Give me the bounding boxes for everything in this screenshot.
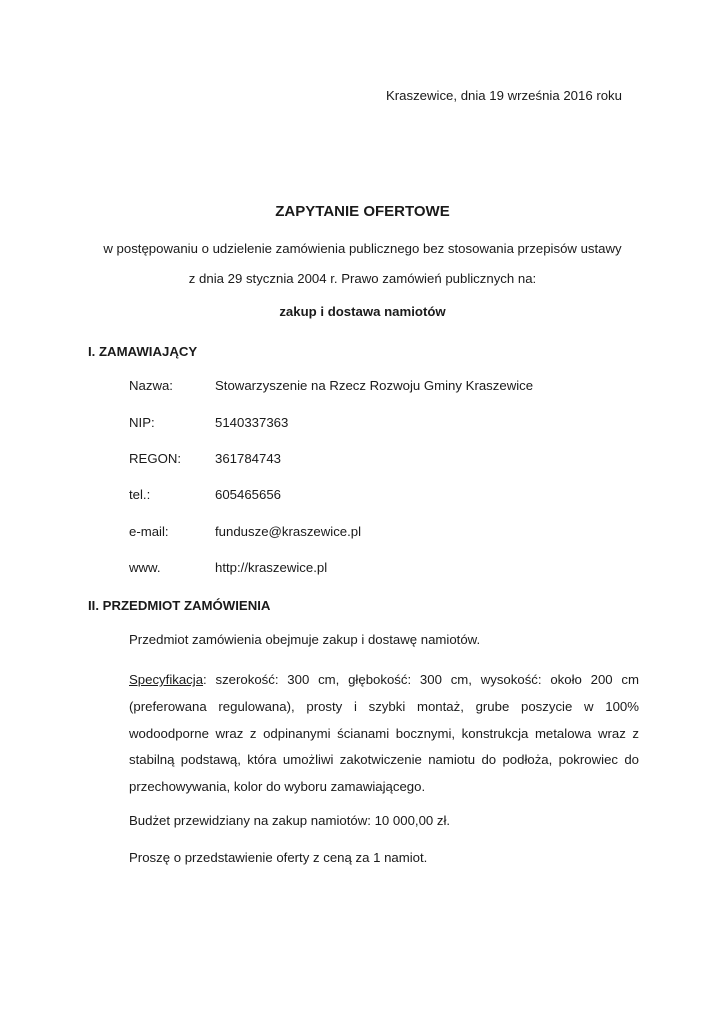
section-heading-orderer: I. ZAMAWIAJĄCY [88,344,198,359]
value-nip: 5140337363 [215,415,289,430]
value-name: Stowarzyszenie na Rzecz Rozwoju Gminy Kraszewice [215,378,534,393]
order-subject: zakup i dostawa namiotów [279,304,446,319]
label-regon: REGON: [129,451,182,466]
label-nip: NIP: [129,415,155,430]
specification-label: Specyfikacja [129,672,204,687]
label-email: e-mail: [129,524,169,539]
subtitle-line-1: w postępowaniu o udzielenie zamówienia publicznego bez stosowania przepisów ustawy [103,241,622,256]
value-tel: 605465656 [215,487,282,502]
offer-request: Proszę o przedstawienie oferty z ceną za 1 namiot. [129,850,428,865]
section-heading-subject: II. PRZEDMIOT ZAMÓWIENIA [88,598,271,613]
document-title: ZAPYTANIE OFERTOWE [275,203,450,220]
value-email: fundusze@kraszewice.pl [215,524,362,539]
label-name: Nazwa: [129,378,173,393]
budget-line: Budżet przewidziany na zakup namiotów: 10 000,00 zł. [129,813,451,828]
subject-intro: Przedmiot zamówienia obejmuje zakup i dostawę namiotów. [129,632,481,647]
document-date: Kraszewice, dnia 19 września 2016 roku [385,88,622,103]
label-tel: tel.: [129,487,151,502]
specification-text: : szerokość: 300 cm, głębokość: 300 cm, wysokość: około 200 cm (preferowana regulowana), prosty i szybki montaż, grube poszycie w 100% wodoodporne wraz z odpinanymi ścianami bocznymi, konstrukcja metalowa wraz z stabilną podstawą, która umożliwi zakotwiczenie namiotu do podłoża, pokrowiec do przechowywania, kolor do wyboru zamawiającego. [129,672,639,795]
value-www: http://kraszewice.pl [215,560,328,575]
subtitle-line-2: z dnia 29 stycznia 2004 r. Prawo zamówień publicznych na: [188,271,537,286]
specification-paragraph [129,667,639,801]
value-regon: 361784743 [215,451,282,466]
label-www: www. [129,560,161,575]
